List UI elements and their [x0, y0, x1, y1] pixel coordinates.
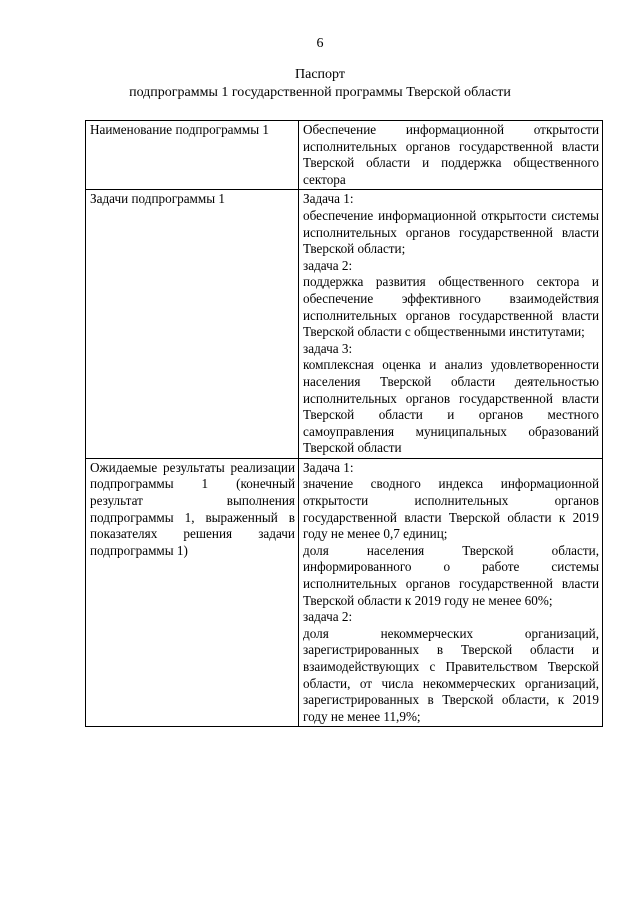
- result-heading: задача 2:: [303, 609, 353, 625]
- task-heading: задача 3:: [303, 340, 353, 356]
- row-value-results: [299, 458, 603, 727]
- task-heading: Задача 1:: [303, 191, 354, 207]
- task-text: поддержка развития общественного сектора и обеспечение эффективного взаимодействия исполнительных органов государственной власти Тверской области с общественными институтами;: [303, 274, 599, 340]
- result-text: доля населения Тверской области, информированного о работе системы исполнительных органов государственной власти Тверской области к 2019 году не менее 60%;: [303, 542, 599, 608]
- table-row-results: [86, 458, 603, 727]
- page-number: 6: [316, 36, 324, 51]
- page-title: [0, 66, 640, 102]
- result-text: доля некоммерческих организаций, зарегистрированных в Тверской области и взаимодействующих с Правительством Тверской области, от числа некоммерческих организаций, зарегистрированных в Тверской области, к 2019 году не менее 11,9%;: [303, 625, 599, 724]
- row-label-results: Ожидаемые результаты реализации подпрограммы 1 (конечный результат выполнения подпрограммы 1, выраженный в показателях решения задачи подпрограммы 1): [86, 458, 299, 727]
- task-text: обеспечение информационной открытости системы исполнительных органов государственной власти Тверской области;: [303, 207, 599, 257]
- result-text: значение сводного индекса информационной открытости исполнительных органов государственной власти Тверской области к 2019 году не менее 0,7 единиц;: [303, 476, 599, 542]
- table-row-tasks: [86, 190, 603, 459]
- row-label-name: Наименование подпрограммы 1: [86, 121, 299, 190]
- result-heading: Задача 1:: [303, 459, 354, 475]
- passport-table: [85, 120, 603, 727]
- task-text: комплексная оценка и анализ удовлетворенности населения Тверской области деятельностью исполнительных органов государственной власти Тверской области и органов местного самоуправления муниципальных образований Тверской области: [303, 357, 599, 456]
- row-value-name: Обеспечение информационной открытости исполнительных органов государственной власти Тверской области и поддержка общественного сектора: [299, 121, 603, 190]
- title-line-2: подпрограммы 1 государственной программы Тверской области: [129, 85, 511, 100]
- row-label-tasks: Задачи подпрограммы 1: [86, 190, 299, 459]
- task-heading: задача 2:: [303, 257, 353, 273]
- table-row-name: [86, 121, 603, 190]
- row-value-tasks: [299, 190, 603, 459]
- title-line-1: Паспорт: [295, 67, 345, 82]
